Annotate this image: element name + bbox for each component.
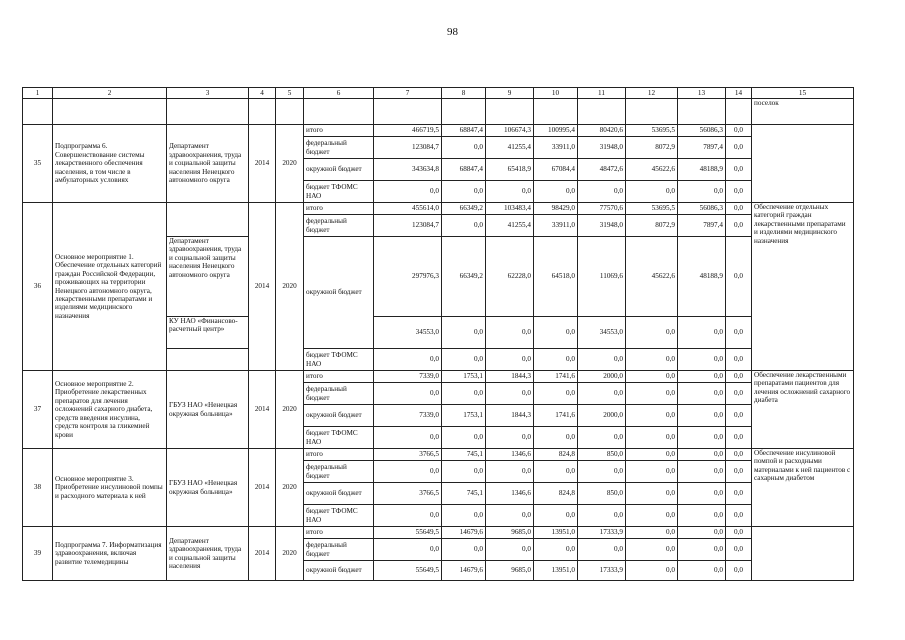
amount-2015: 0,0 bbox=[486, 317, 534, 349]
amount-total: 0,0 bbox=[374, 427, 442, 449]
col-header: 1 bbox=[23, 88, 53, 99]
amount-2020: 0,0 bbox=[726, 371, 752, 383]
amount-2015: 0,0 bbox=[486, 539, 534, 561]
amount-2020: 0,0 bbox=[726, 181, 752, 203]
amount-2018: 0,0 bbox=[626, 349, 678, 371]
funding-source: бюджет ТФОМС НАО bbox=[304, 349, 374, 371]
amount-total: 455614,0 bbox=[374, 203, 442, 215]
amount-2014: 0,0 bbox=[442, 427, 486, 449]
amount-2017: 17333,9 bbox=[578, 527, 626, 539]
amount-2014: 14679,6 bbox=[442, 561, 486, 581]
funding-source: федеральный бюджет bbox=[304, 383, 374, 405]
amount-2020: 0,0 bbox=[726, 159, 752, 181]
amount-2015: 1346,6 bbox=[486, 449, 534, 461]
amount-2014: 0,0 bbox=[442, 181, 486, 203]
amount-2020: 0,0 bbox=[726, 539, 752, 561]
amount-2015: 1346,6 bbox=[486, 483, 534, 505]
funding-source: федеральный бюджет bbox=[304, 461, 374, 483]
table-row bbox=[23, 527, 854, 539]
amount-2015: 41255,4 bbox=[486, 137, 534, 159]
amount-2016: 0,0 bbox=[534, 427, 578, 449]
col-header: 14 bbox=[726, 88, 752, 99]
executor: Департамент здравоохранения, труда и социальной защиты населения bbox=[167, 527, 249, 581]
amount-2018: 8072,9 bbox=[626, 215, 678, 237]
amount-2014: 0,0 bbox=[442, 505, 486, 527]
amount-2019: 56086,3 bbox=[678, 203, 726, 215]
funding-source: бюджет ТФОМС НАО bbox=[304, 505, 374, 527]
amount-2015: 62228,0 bbox=[486, 237, 534, 317]
amount-2020: 0,0 bbox=[726, 317, 752, 349]
amount-2017: 11069,6 bbox=[578, 237, 626, 317]
amount-2015: 0,0 bbox=[486, 181, 534, 203]
amount-2019: 0,0 bbox=[678, 349, 726, 371]
activity-name: Основное мероприятие 3. Приобретение инсулиновой помпы и расходного материала к ней bbox=[53, 449, 167, 527]
start-year: 2014 bbox=[249, 125, 276, 203]
carry-over-text: поселок bbox=[752, 99, 854, 125]
amount-2015: 0,0 bbox=[486, 461, 534, 483]
col-header: 12 bbox=[626, 88, 678, 99]
amount-2015: 106674,3 bbox=[486, 125, 534, 137]
amount-2016: 67084,4 bbox=[534, 159, 578, 181]
amount-2018: 0,0 bbox=[626, 383, 678, 405]
expected-result: Обеспечение лекарственными препаратами пациентов для лечения осложнений сахарного диабета bbox=[752, 371, 854, 449]
amount-2020: 0,0 bbox=[726, 203, 752, 215]
amount-2017: 0,0 bbox=[578, 505, 626, 527]
column-numbers-row bbox=[23, 88, 854, 99]
amount-2018: 0,0 bbox=[626, 427, 678, 449]
amount-2016: 824,8 bbox=[534, 449, 578, 461]
amount-2015: 0,0 bbox=[486, 383, 534, 405]
amount-2019: 0,0 bbox=[678, 561, 726, 581]
amount-2014: 0,0 bbox=[442, 383, 486, 405]
amount-2017: 2000,0 bbox=[578, 405, 626, 427]
amount-total: 123084,7 bbox=[374, 215, 442, 237]
col-header: 4 bbox=[249, 88, 276, 99]
amount-2014: 68847,4 bbox=[442, 125, 486, 137]
amount-2019: 0,0 bbox=[678, 427, 726, 449]
amount-2014: 0,0 bbox=[442, 137, 486, 159]
funding-source: окружной бюджет bbox=[304, 237, 374, 349]
funding-source: окружной бюджет bbox=[304, 405, 374, 427]
expected-result bbox=[752, 125, 854, 203]
funding-source: окружной бюджет bbox=[304, 159, 374, 181]
amount-2016: 0,0 bbox=[534, 349, 578, 371]
amount-2017: 48472,6 bbox=[578, 159, 626, 181]
amount-2017: 17333,9 bbox=[578, 561, 626, 581]
funding-source: окружной бюджет bbox=[304, 561, 374, 581]
amount-2014: 0,0 bbox=[442, 317, 486, 349]
amount-2017: 0,0 bbox=[578, 539, 626, 561]
amount-2018: 0,0 bbox=[626, 527, 678, 539]
amount-2017: 31948,0 bbox=[578, 137, 626, 159]
end-year: 2020 bbox=[276, 203, 304, 371]
executor: ГБУЗ НАО «Ненецкая окружная больница» bbox=[167, 371, 249, 449]
table-row bbox=[23, 125, 854, 137]
activity-name: Основное мероприятие 2. Приобретение лекарственных препаратов для лечения осложнений сахарного диабета, средств введения инсулина, средств контроля за гликемией крови bbox=[53, 371, 167, 449]
amount-2014: 0,0 bbox=[442, 461, 486, 483]
amount-total: 34553,0 bbox=[374, 317, 442, 349]
amount-2014: 68847,4 bbox=[442, 159, 486, 181]
amount-total: 343634,8 bbox=[374, 159, 442, 181]
col-header: 6 bbox=[304, 88, 374, 99]
table-body bbox=[23, 99, 854, 581]
amount-2020: 0,0 bbox=[726, 383, 752, 405]
amount-2019: 7897,4 bbox=[678, 215, 726, 237]
amount-2015: 103483,4 bbox=[486, 203, 534, 215]
amount-total: 0,0 bbox=[374, 505, 442, 527]
col-header: 2 bbox=[53, 88, 167, 99]
end-year: 2020 bbox=[276, 527, 304, 581]
amount-2016: 100995,4 bbox=[534, 125, 578, 137]
row-number: 39 bbox=[23, 527, 53, 581]
amount-total: 466719,5 bbox=[374, 125, 442, 137]
amount-2019: 0,0 bbox=[678, 371, 726, 383]
amount-2020: 0,0 bbox=[726, 349, 752, 371]
start-year: 2014 bbox=[249, 527, 276, 581]
amount-2016: 33911,0 bbox=[534, 215, 578, 237]
row-number: 38 bbox=[23, 449, 53, 527]
funding-source: окружной бюджет bbox=[304, 483, 374, 505]
row-number: 35 bbox=[23, 125, 53, 203]
amount-2017: 0,0 bbox=[578, 427, 626, 449]
amount-2016: 824,8 bbox=[534, 483, 578, 505]
amount-2020: 0,0 bbox=[726, 527, 752, 539]
amount-2019: 0,0 bbox=[678, 505, 726, 527]
amount-2016: 13951,0 bbox=[534, 527, 578, 539]
amount-2017: 0,0 bbox=[578, 383, 626, 405]
amount-2019: 0,0 bbox=[678, 181, 726, 203]
funding-source: итого bbox=[304, 203, 374, 215]
amount-2016: 0,0 bbox=[534, 317, 578, 349]
amount-2014: 66349,2 bbox=[442, 237, 486, 317]
amount-2019: 0,0 bbox=[678, 527, 726, 539]
amount-2016: 13951,0 bbox=[534, 561, 578, 581]
amount-2018: 0,0 bbox=[626, 317, 678, 349]
amount-2015: 1844,3 bbox=[486, 405, 534, 427]
amount-2019: 48188,9 bbox=[678, 237, 726, 317]
amount-total: 297976,3 bbox=[374, 237, 442, 317]
amount-2018: 0,0 bbox=[626, 505, 678, 527]
amount-2016: 1741,6 bbox=[534, 371, 578, 383]
amount-2016: 0,0 bbox=[534, 383, 578, 405]
amount-2020: 0,0 bbox=[726, 561, 752, 581]
funding-source: итого bbox=[304, 125, 374, 137]
amount-2020: 0,0 bbox=[726, 405, 752, 427]
amount-2020: 0,0 bbox=[726, 215, 752, 237]
table-row bbox=[23, 203, 854, 215]
amount-2019: 48188,9 bbox=[678, 159, 726, 181]
amount-2016: 0,0 bbox=[534, 181, 578, 203]
amount-2018: 0,0 bbox=[626, 405, 678, 427]
amount-2018: 8072,9 bbox=[626, 137, 678, 159]
executor: Департамент здравоохранения, труда и социальной защиты населения Ненецкого автономного округа bbox=[167, 237, 249, 317]
amount-total: 0,0 bbox=[374, 539, 442, 561]
amount-2019: 56086,3 bbox=[678, 125, 726, 137]
start-year: 2014 bbox=[249, 203, 276, 371]
amount-2014: 745,1 bbox=[442, 483, 486, 505]
amount-2018: 0,0 bbox=[626, 539, 678, 561]
amount-2018: 45622,6 bbox=[626, 159, 678, 181]
amount-2015: 0,0 bbox=[486, 505, 534, 527]
activity-name: Подпрограмма 6. Совершенствование системы лекарственного обеспечения населения, в том числе в амбулаторных условиях bbox=[53, 125, 167, 203]
amount-2020: 0,0 bbox=[726, 505, 752, 527]
funding-source: федеральный бюджет bbox=[304, 539, 374, 561]
funding-source: итого bbox=[304, 449, 374, 461]
amount-2020: 0,0 bbox=[726, 237, 752, 317]
start-year: 2014 bbox=[249, 371, 276, 449]
col-header: 13 bbox=[678, 88, 726, 99]
amount-2019: 0,0 bbox=[678, 383, 726, 405]
amount-total: 3766,5 bbox=[374, 483, 442, 505]
funding-source: бюджет ТФОМС НАО bbox=[304, 427, 374, 449]
amount-2016: 64518,0 bbox=[534, 237, 578, 317]
amount-2019: 0,0 bbox=[678, 461, 726, 483]
table-row bbox=[23, 371, 854, 383]
amount-2016: 98429,0 bbox=[534, 203, 578, 215]
funding-source: бюджет ТФОМС НАО bbox=[304, 181, 374, 203]
start-year: 2014 bbox=[249, 449, 276, 527]
col-header: 7 bbox=[374, 88, 442, 99]
amount-2017: 0,0 bbox=[578, 349, 626, 371]
amount-2020: 0,0 bbox=[726, 461, 752, 483]
expected-result: Обеспечение инсулиновой помпой и расходными материалами к ней пациентов с сахарным диабетом bbox=[752, 449, 854, 527]
executor-2: КУ НАО «Финансово-расчетный центр» bbox=[167, 317, 249, 349]
amount-2015: 9685,0 bbox=[486, 561, 534, 581]
col-header: 11 bbox=[578, 88, 626, 99]
amount-2016: 0,0 bbox=[534, 505, 578, 527]
amount-2019: 0,0 bbox=[678, 539, 726, 561]
amount-2018: 0,0 bbox=[626, 461, 678, 483]
amount-2015: 0,0 bbox=[486, 427, 534, 449]
amount-2020: 0,0 bbox=[726, 427, 752, 449]
amount-2018: 0,0 bbox=[626, 561, 678, 581]
amount-2017: 2000,0 bbox=[578, 371, 626, 383]
amount-2014: 745,1 bbox=[442, 449, 486, 461]
amount-2018: 53695,5 bbox=[626, 203, 678, 215]
end-year: 2020 bbox=[276, 125, 304, 203]
amount-2017: 34553,0 bbox=[578, 317, 626, 349]
carry-over-row bbox=[23, 99, 854, 125]
activity-name: Основное мероприятие 1. Обеспечение отдельных категорий граждан Российской Федерации, проживающих на территории Ненецкого автономного округа, лекарственными препаратами и изделиями медицинского назначения bbox=[53, 203, 167, 371]
amount-2020: 0,0 bbox=[726, 137, 752, 159]
amount-2015: 9685,0 bbox=[486, 527, 534, 539]
amount-2020: 0,0 bbox=[726, 125, 752, 137]
amount-total: 7339,0 bbox=[374, 405, 442, 427]
amount-2016: 0,0 bbox=[534, 461, 578, 483]
amount-2017: 77570,6 bbox=[578, 203, 626, 215]
funding-source: итого bbox=[304, 527, 374, 539]
amount-2018: 0,0 bbox=[626, 449, 678, 461]
page-number: 98 bbox=[447, 26, 458, 38]
amount-total: 7339,0 bbox=[374, 371, 442, 383]
funding-source: итого bbox=[304, 371, 374, 383]
amount-2019: 0,0 bbox=[678, 317, 726, 349]
amount-2015: 41255,4 bbox=[486, 215, 534, 237]
amount-total: 123084,7 bbox=[374, 137, 442, 159]
amount-2016: 0,0 bbox=[534, 539, 578, 561]
amount-2017: 850,0 bbox=[578, 483, 626, 505]
amount-2014: 0,0 bbox=[442, 215, 486, 237]
col-header: 15 bbox=[752, 88, 854, 99]
amount-2018: 0,0 bbox=[626, 181, 678, 203]
funding-source: федеральный бюджет bbox=[304, 137, 374, 159]
amount-2015: 65418,9 bbox=[486, 159, 534, 181]
amount-total: 55649,5 bbox=[374, 561, 442, 581]
end-year: 2020 bbox=[276, 371, 304, 449]
row-number: 36 bbox=[23, 203, 53, 371]
amount-2014: 0,0 bbox=[442, 539, 486, 561]
executor: ГБУЗ НАО «Ненецкая окружная больница» bbox=[167, 449, 249, 527]
amount-total: 0,0 bbox=[374, 383, 442, 405]
amount-2018: 0,0 bbox=[626, 371, 678, 383]
amount-2019: 0,0 bbox=[678, 483, 726, 505]
amount-2019: 7897,4 bbox=[678, 137, 726, 159]
col-header: 9 bbox=[486, 88, 534, 99]
amount-2014: 66349,2 bbox=[442, 203, 486, 215]
expected-result bbox=[752, 527, 854, 581]
amount-2019: 0,0 bbox=[678, 405, 726, 427]
amount-2015: 0,0 bbox=[486, 349, 534, 371]
executor: Департамент здравоохранения, труда и социальной защиты населения Ненецкого автономного округа bbox=[167, 125, 249, 203]
funding-source: федеральный бюджет bbox=[304, 215, 374, 237]
amount-2014: 14679,6 bbox=[442, 527, 486, 539]
amount-2020: 0,0 bbox=[726, 483, 752, 505]
amount-2016: 33911,0 bbox=[534, 137, 578, 159]
amount-2015: 1844,3 bbox=[486, 371, 534, 383]
amount-2016: 1741,6 bbox=[534, 405, 578, 427]
col-header: 5 bbox=[276, 88, 304, 99]
amount-2017: 31948,0 bbox=[578, 215, 626, 237]
amount-2019: 0,0 bbox=[678, 449, 726, 461]
amount-2014: 1753,1 bbox=[442, 371, 486, 383]
amount-2018: 45622,6 bbox=[626, 237, 678, 317]
amount-2017: 0,0 bbox=[578, 181, 626, 203]
amount-2020: 0,0 bbox=[726, 449, 752, 461]
amount-2017: 80420,6 bbox=[578, 125, 626, 137]
amount-2018: 53695,5 bbox=[626, 125, 678, 137]
table-row bbox=[23, 449, 854, 461]
expected-result: Обеспечение отдельных категорий граждан лекарственными препаратами и изделиями медицинского назначения bbox=[752, 203, 854, 371]
amount-2014: 0,0 bbox=[442, 349, 486, 371]
amount-2018: 0,0 bbox=[626, 483, 678, 505]
amount-2017: 0,0 bbox=[578, 461, 626, 483]
amount-total: 55649,5 bbox=[374, 527, 442, 539]
col-header: 3 bbox=[167, 88, 249, 99]
row-number: 37 bbox=[23, 371, 53, 449]
end-year: 2020 bbox=[276, 449, 304, 527]
amount-total: 3766,5 bbox=[374, 449, 442, 461]
amount-2017: 850,0 bbox=[578, 449, 626, 461]
activity-name: Подпрограмма 7. Информатизация здравоохранения, включая развитие телемедицины bbox=[53, 527, 167, 581]
amount-total: 0,0 bbox=[374, 349, 442, 371]
amount-total: 0,0 bbox=[374, 181, 442, 203]
program-table bbox=[22, 87, 854, 581]
amount-2014: 1753,1 bbox=[442, 405, 486, 427]
col-header: 8 bbox=[442, 88, 486, 99]
amount-total: 0,0 bbox=[374, 461, 442, 483]
table-header bbox=[23, 88, 854, 99]
col-header: 10 bbox=[534, 88, 578, 99]
